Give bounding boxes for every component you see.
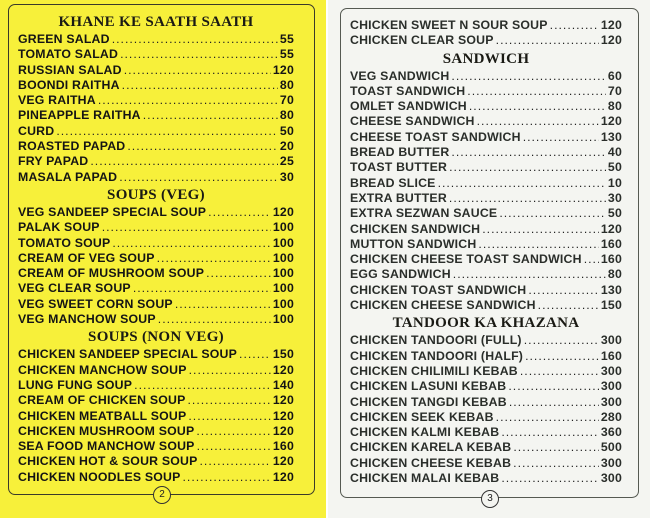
dot-leader — [501, 471, 599, 486]
dot-leader — [196, 424, 271, 439]
item-name: VEG RAITHA — [18, 93, 96, 108]
menu-item — [18, 124, 294, 139]
menu-item — [18, 139, 294, 154]
item-price: 130 — [600, 129, 622, 144]
item-name: CHICKEN KARELA KEBAB — [350, 440, 512, 455]
dot-leader — [520, 364, 599, 379]
item-price: 160 — [600, 348, 622, 363]
menu-item — [18, 281, 294, 296]
page-number: 2 — [153, 486, 171, 504]
item-price: 120 — [272, 393, 294, 408]
section-title: TANDOOR KA KHAZANA — [392, 315, 580, 332]
item-name: MASALA PAPAD — [18, 169, 118, 184]
dot-leader — [513, 440, 599, 455]
item-price: 300 — [600, 333, 622, 348]
menu-item — [350, 283, 622, 298]
item-price: 100 — [272, 220, 294, 235]
item-price: 160 — [600, 252, 622, 267]
item-price: 300 — [600, 455, 622, 470]
menu-item — [350, 18, 622, 33]
item-name: VEG CLEAR SOUP — [18, 281, 131, 296]
item-name: CHICKEN MANCHOW SOUP — [18, 362, 187, 377]
item-price: 50 — [607, 160, 622, 175]
dot-leader — [496, 410, 599, 425]
menu-item — [18, 363, 294, 378]
dot-leader — [187, 393, 270, 408]
dot-leader — [478, 237, 598, 252]
menu-item — [18, 312, 294, 327]
dot-leader — [183, 470, 271, 485]
item-price: 70 — [607, 83, 622, 98]
section-title: SANDWICH — [442, 50, 530, 67]
menu-section — [350, 49, 622, 314]
item-price: 100 — [272, 235, 294, 250]
dot-leader — [508, 379, 599, 394]
menu-item — [18, 108, 294, 123]
dot-leader — [143, 108, 278, 123]
menu-column-right — [350, 18, 622, 486]
dot-leader — [134, 378, 271, 393]
menu-item — [18, 47, 294, 62]
item-price: 80 — [607, 99, 622, 114]
item-price: 60 — [607, 68, 622, 83]
item-name: PINEAPPLE RAITHA — [18, 108, 141, 123]
menu-section — [18, 327, 294, 485]
dot-leader — [208, 205, 271, 220]
item-price: 20 — [279, 139, 294, 154]
section-title: SOUPS (NON VEG) — [88, 329, 224, 346]
menu-item — [18, 439, 294, 454]
item-name: EGG SANDWICH — [350, 267, 451, 282]
menu-item — [350, 222, 622, 237]
dot-leader — [538, 298, 599, 313]
item-name: CHEESE SANDWICH — [350, 114, 475, 129]
menu-section — [18, 185, 294, 327]
item-name: CHICKEN NOODLES SOUP — [18, 469, 181, 484]
item-name: CURD — [18, 123, 55, 138]
menu-item — [350, 206, 622, 221]
item-price: 120 — [272, 454, 294, 469]
item-price: 120 — [600, 18, 622, 32]
menu-item — [350, 456, 622, 471]
item-price: 80 — [279, 77, 294, 92]
item-name: CREAM OF MUSHROOM SOUP — [18, 266, 205, 281]
dot-leader — [550, 18, 599, 33]
menu-item — [350, 130, 622, 145]
menu-item — [350, 252, 622, 267]
menu-item — [350, 33, 622, 48]
menu-item — [18, 170, 294, 185]
dot-leader — [189, 363, 271, 378]
item-name: VEG MANCHOW SOUP — [18, 312, 156, 327]
dot-leader — [467, 84, 606, 99]
item-name: CHICKEN CHEESE SANDWICH — [350, 298, 536, 313]
item-price: 120 — [272, 362, 294, 377]
item-price: 100 — [272, 266, 294, 281]
menu-item — [350, 364, 622, 379]
item-price: 40 — [607, 145, 622, 160]
menu-item — [350, 160, 622, 175]
menu-item — [18, 251, 294, 266]
dot-leader — [451, 69, 606, 84]
item-name: VEG SWEET CORN SOUP — [18, 296, 173, 311]
item-price: 100 — [272, 312, 294, 327]
item-name: OMLET SANDWICH — [350, 99, 467, 114]
menu-item — [350, 395, 622, 410]
menu-item — [350, 410, 622, 425]
menu-item — [350, 114, 622, 129]
dot-leader — [469, 99, 606, 114]
menu-item — [18, 205, 294, 220]
menu-item — [18, 93, 294, 108]
item-price: 280 — [600, 409, 622, 424]
menu-item — [18, 266, 294, 281]
dot-leader — [112, 236, 270, 251]
dot-leader — [200, 454, 271, 469]
dot-leader — [501, 425, 599, 440]
item-name: ROASTED PAPAD — [18, 139, 126, 154]
item-name: LUNG FUNG SOUP — [18, 377, 133, 392]
menu-item — [350, 84, 622, 99]
menu-item — [350, 425, 622, 440]
item-name: TOAST SANDWICH — [350, 83, 466, 98]
menu-item — [18, 78, 294, 93]
item-name: CHICKEN SANDEEP SPECIAL SOUP — [18, 347, 238, 362]
item-price: 120 — [600, 33, 622, 48]
dot-leader — [157, 251, 271, 266]
menu-section — [18, 12, 294, 185]
item-name: SEA FOOD MANCHOW SOUP — [18, 439, 195, 454]
item-price: 100 — [272, 296, 294, 311]
menu-item — [350, 267, 622, 282]
dot-leader — [239, 347, 271, 362]
item-price: 80 — [279, 108, 294, 123]
item-name: CHICKEN CHEESE KEBAB — [350, 455, 512, 470]
dot-leader — [524, 333, 599, 348]
dot-leader — [525, 349, 599, 364]
item-name: CHICKEN CLEAR SOUP — [350, 33, 494, 48]
item-name: CHICKEN MUSHROOM SOUP — [18, 423, 195, 438]
dot-leader — [102, 220, 271, 235]
menu-column-left — [18, 12, 294, 485]
item-name: CHICKEN TANDOORI (HALF) — [350, 348, 524, 363]
item-name: MUTTON SANDWICH — [350, 236, 477, 251]
item-name: CHICKEN KALMI KEBAB — [350, 425, 500, 440]
item-name: CREAM OF CHICKEN SOUP — [18, 393, 186, 408]
dot-leader — [197, 439, 271, 454]
item-price: 120 — [272, 469, 294, 484]
dot-leader — [496, 33, 599, 48]
item-name: CHICKEN TANDOORI (FULL) — [350, 333, 522, 348]
item-name: VEG SANDWICH — [350, 68, 450, 83]
item-name: CHICKEN CHEESE TOAST SANDWICH — [350, 252, 582, 267]
dot-leader — [133, 281, 271, 296]
item-name: CHICKEN SEEK KEBAB — [350, 409, 494, 424]
item-price: 300 — [600, 379, 622, 394]
dot-leader — [56, 124, 278, 139]
item-price: 360 — [600, 425, 622, 440]
menu-item — [350, 298, 622, 313]
item-price: 150 — [600, 298, 622, 313]
item-price: 300 — [600, 394, 622, 409]
item-name: BREAD BUTTER — [350, 145, 450, 160]
dot-leader — [499, 206, 606, 221]
item-price: 25 — [279, 154, 294, 169]
dot-leader — [119, 170, 278, 185]
item-price: 130 — [600, 282, 622, 297]
menu-page-right — [328, 0, 650, 518]
item-name: BREAD SLICE — [350, 175, 436, 190]
menu-item — [18, 297, 294, 312]
menu-item — [350, 440, 622, 455]
dot-leader — [509, 395, 599, 410]
item-price: 100 — [272, 281, 294, 296]
dot-leader — [453, 267, 606, 282]
menu-item — [350, 69, 622, 84]
dot-leader — [206, 266, 271, 281]
item-name: TOMATO SALAD — [18, 47, 119, 62]
dot-leader — [90, 154, 278, 169]
menu-item — [18, 347, 294, 362]
item-name: CHICKEN SANDWICH — [350, 221, 481, 236]
menu-item — [18, 154, 294, 169]
menu-item — [350, 333, 622, 348]
item-name: PALAK SOUP — [18, 220, 100, 235]
item-name: CHICKEN HOT & SOUR SOUP — [18, 454, 198, 469]
dot-leader — [528, 283, 599, 298]
menu-item — [350, 237, 622, 252]
item-name: BOONDI RAITHA — [18, 77, 120, 92]
menu-section — [350, 18, 622, 49]
item-price: 30 — [279, 169, 294, 184]
dot-leader — [188, 409, 270, 424]
dot-leader — [124, 63, 271, 78]
item-name: TOMATO SOUP — [18, 235, 111, 250]
item-price: 160 — [272, 439, 294, 454]
item-price: 120 — [600, 221, 622, 236]
item-name: FRY PAPAD — [18, 154, 89, 169]
dot-leader — [523, 130, 599, 145]
item-price: 500 — [600, 440, 622, 455]
item-name: CHICKEN TANGDI KEBAB — [350, 394, 507, 409]
menu-item — [350, 145, 622, 160]
dot-leader — [112, 32, 278, 47]
menu-item — [18, 454, 294, 469]
item-price: 120 — [272, 204, 294, 219]
item-price: 30 — [607, 190, 622, 205]
menu-item — [350, 176, 622, 191]
menu-item — [18, 220, 294, 235]
item-name: RUSSIAN SALAD — [18, 62, 122, 77]
item-name: CHICKEN TOAST SANDWICH — [350, 282, 527, 297]
menu-section — [350, 313, 622, 486]
item-name: CHEESE TOAST SANDWICH — [350, 129, 521, 144]
dot-leader — [175, 297, 271, 312]
item-price: 150 — [272, 347, 294, 362]
item-name: TOAST BUTTER — [350, 160, 448, 175]
menu-item — [18, 63, 294, 78]
item-name: CHICKEN LASUNI KEBAB — [350, 379, 507, 394]
section-title: KHANE KE SAATH SAATH — [58, 14, 254, 30]
dot-leader — [438, 176, 606, 191]
item-price: 140 — [272, 377, 294, 392]
menu-item — [350, 379, 622, 394]
item-price: 300 — [600, 363, 622, 378]
dot-leader — [513, 456, 599, 471]
dot-leader — [482, 222, 599, 237]
dot-leader — [584, 252, 599, 267]
item-name: CHICKEN SWEET N SOUR SOUP — [350, 18, 548, 32]
menu-item — [18, 409, 294, 424]
menu-item — [350, 99, 622, 114]
dot-leader — [98, 93, 278, 108]
item-price: 10 — [607, 175, 622, 190]
menu-item — [350, 349, 622, 364]
item-name: VEG SANDEEP SPECIAL SOUP — [18, 204, 207, 219]
menu-item — [18, 236, 294, 251]
menu-item — [350, 471, 622, 486]
item-price: 300 — [600, 471, 622, 486]
item-price: 120 — [272, 423, 294, 438]
dot-leader — [449, 160, 606, 175]
item-price: 70 — [279, 93, 294, 108]
item-name: CREAM OF VEG SOUP — [18, 250, 155, 265]
menu-item — [18, 378, 294, 393]
item-name: CHICKEN CHILIMILI KEBAB — [350, 363, 518, 378]
item-price: 55 — [279, 47, 294, 62]
menu-item — [18, 424, 294, 439]
dot-leader — [451, 145, 606, 160]
item-price: 160 — [600, 236, 622, 251]
item-price: 120 — [600, 114, 622, 129]
section-title: SOUPS (VEG) — [107, 186, 205, 203]
dot-leader — [158, 312, 271, 327]
item-name: EXTRA BUTTER — [350, 190, 447, 205]
item-price: 100 — [272, 250, 294, 265]
item-price: 50 — [607, 206, 622, 221]
item-name: GREEN SALAD — [18, 32, 110, 46]
item-price: 55 — [279, 32, 294, 46]
dot-leader — [122, 78, 278, 93]
dot-leader — [477, 114, 599, 129]
page-number: 3 — [481, 490, 499, 508]
item-price: 120 — [272, 62, 294, 77]
dot-leader — [449, 191, 606, 206]
dot-leader — [120, 47, 278, 62]
menu-item — [18, 393, 294, 408]
item-name: CHICKEN MALAI KEBAB — [350, 471, 500, 486]
dot-leader — [127, 139, 278, 154]
menu-item — [18, 32, 294, 47]
item-price: 120 — [272, 408, 294, 423]
menu-item — [350, 191, 622, 206]
item-name: CHICKEN MEATBALL SOUP — [18, 408, 187, 423]
item-name: EXTRA SEZWAN SAUCE — [350, 206, 498, 221]
item-price: 50 — [279, 123, 294, 138]
item-price: 80 — [607, 267, 622, 282]
menu-item — [18, 470, 294, 485]
